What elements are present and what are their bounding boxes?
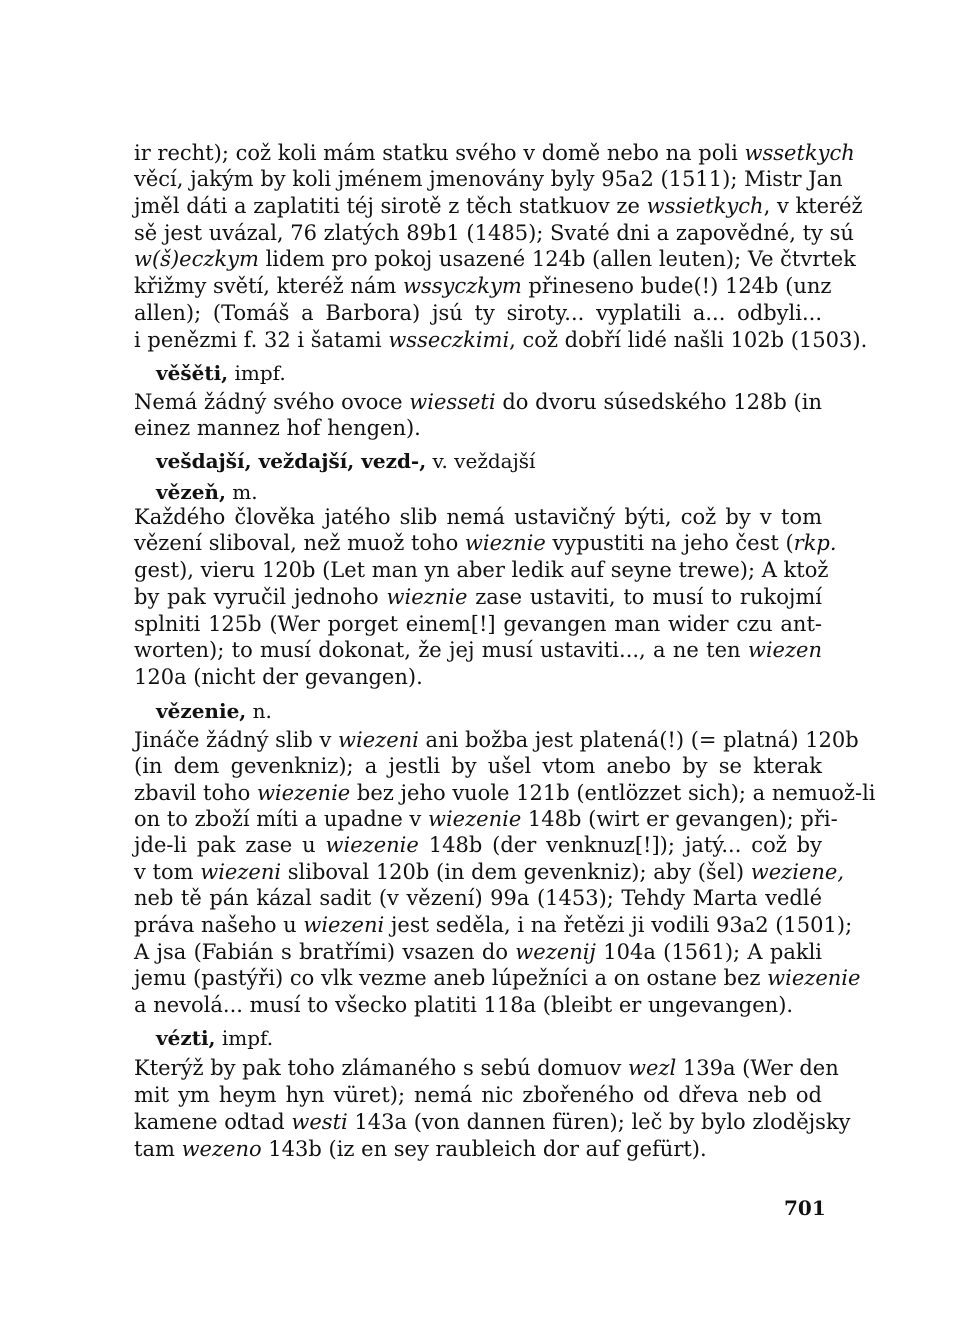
text-line: allen); (Tomáš a Barbora) jsú ty siroty... vyplatili a... odbyli... (134, 301, 822, 325)
text-line: neb tě pán kázal sadit (v vězení) 99a (1453); Tehdy Marta vedlé (134, 886, 822, 910)
text-line: splniti 125b (Wer porget einem[!] gevangen man wider czu ant- (134, 612, 822, 636)
entry-headword: vězenie, n. (156, 699, 272, 723)
text-line: A jsa (Fabián s bratřími) vsazen do wezenij 104a (1561); A pakli (134, 940, 822, 964)
text-line: gest), vieru 120b (Let man yn aber ledik auf seyne trewe); A ktož (134, 558, 829, 582)
text-line: vězení sliboval, než muož toho wieznie vypustiti na jeho čest (rkp. (134, 531, 837, 555)
text-line: kamene odtad westi 143a (von dannen füren); leč by bylo zlodějsky (134, 1110, 851, 1134)
entry-headword: vešdajší, veždajší, vezd-, v. veždajší (156, 449, 536, 473)
text-line: jde-li pak zase u wiezenie 148b (der venknuz[!]); jatý... což by (134, 833, 822, 857)
page-number: 701 (784, 1196, 826, 1220)
text-line: Nemá žádný svého ovoce wiesseti do dvoru súsedského 128b (in (134, 390, 822, 414)
text-line: on to zboží míti a upadne v wiezenie 148b (wirt er gevangen); při- (134, 807, 838, 831)
text-line: (in dem gevenkniz); a jestli by ušel vtom anebo by se kterak (134, 754, 822, 778)
text-line: Každého člověka jatého slib nemá ustavičný býti, což by v tom (134, 505, 822, 529)
text-line: w(š)eczkym lidem pro pokoj usazené 124b (allen leuten); Ve čtvrtek (134, 247, 856, 271)
text-line: jměl dáti a zaplatiti téj sirotě z těch statkuov ze wssietkych, v kteréž (134, 194, 863, 218)
text-line: 120a (nicht der gevangen). (134, 665, 423, 689)
text-line: Jináče žádný slib v wiezeni ani božba jest platená(!) (= platná) 120b (134, 728, 859, 752)
entry-headword: vézti, impf. (156, 1026, 274, 1050)
text-line: i penězmi f. 32 i šatami wsseczkimi, což dobří lidé našli 102b (1503). (134, 328, 868, 352)
text-line: Kterýž by pak toho zlámaného s sebú domuov wezl 139a (Wer den (134, 1056, 839, 1080)
text-line: věcí, jakým by koli jménem jmenovány byly 95a2 (1511); Mistr Jan (134, 167, 843, 191)
text-line: ir recht); což koli mám statku svého v domě nebo na poli wssetkych (134, 141, 855, 165)
text-line: zbavil toho wiezenie bez jeho vuole 121b (entlözzet sich); a nemuož-li (134, 781, 876, 805)
text-line: křižmy světí, kteréž nám wssyczkym přineseno bude(!) 124b (unz (134, 274, 832, 298)
text-line: by pak vyručil jednoho wieznie zase ustaviti, to musí to rukojmí (134, 585, 822, 609)
text-line: tam wezeno 143b (iz en sey raubleich dor auf gefürt). (134, 1137, 707, 1161)
text-line: a nevolá... musí to všecko platiti 118a (bleibt er ungevangen). (134, 993, 794, 1017)
entry-headword: věšěti, impf. (156, 361, 286, 385)
text-line: mit ym heym hyn vüret); nemá nic zbořeného od dřeva neb od (134, 1083, 822, 1107)
text-line: sě jest uvázal, 76 zlatých 89b1 (1485); Svaté dni a zapovědné, ty sú (134, 221, 854, 245)
text-line: v tom wiezeni sliboval 120b (in dem gevenkniz); aby (šel) weziene, (134, 860, 844, 884)
text-line: jemu (pastýři) co vlk vezme aneb lúpežníci a on ostane bez wiezenie (134, 966, 861, 990)
entry-headword: vězeň, m. (156, 480, 258, 504)
text-line: einez mannez hof hengen). (134, 416, 421, 440)
text-line: práva našeho u wiezeni jest seděla, i na řetězi ji vodili 93a2 (1501); (134, 913, 853, 937)
text-line: worten); to musí dokonat, že jej musí ustaviti..., a ne ten wiezen (134, 638, 822, 662)
